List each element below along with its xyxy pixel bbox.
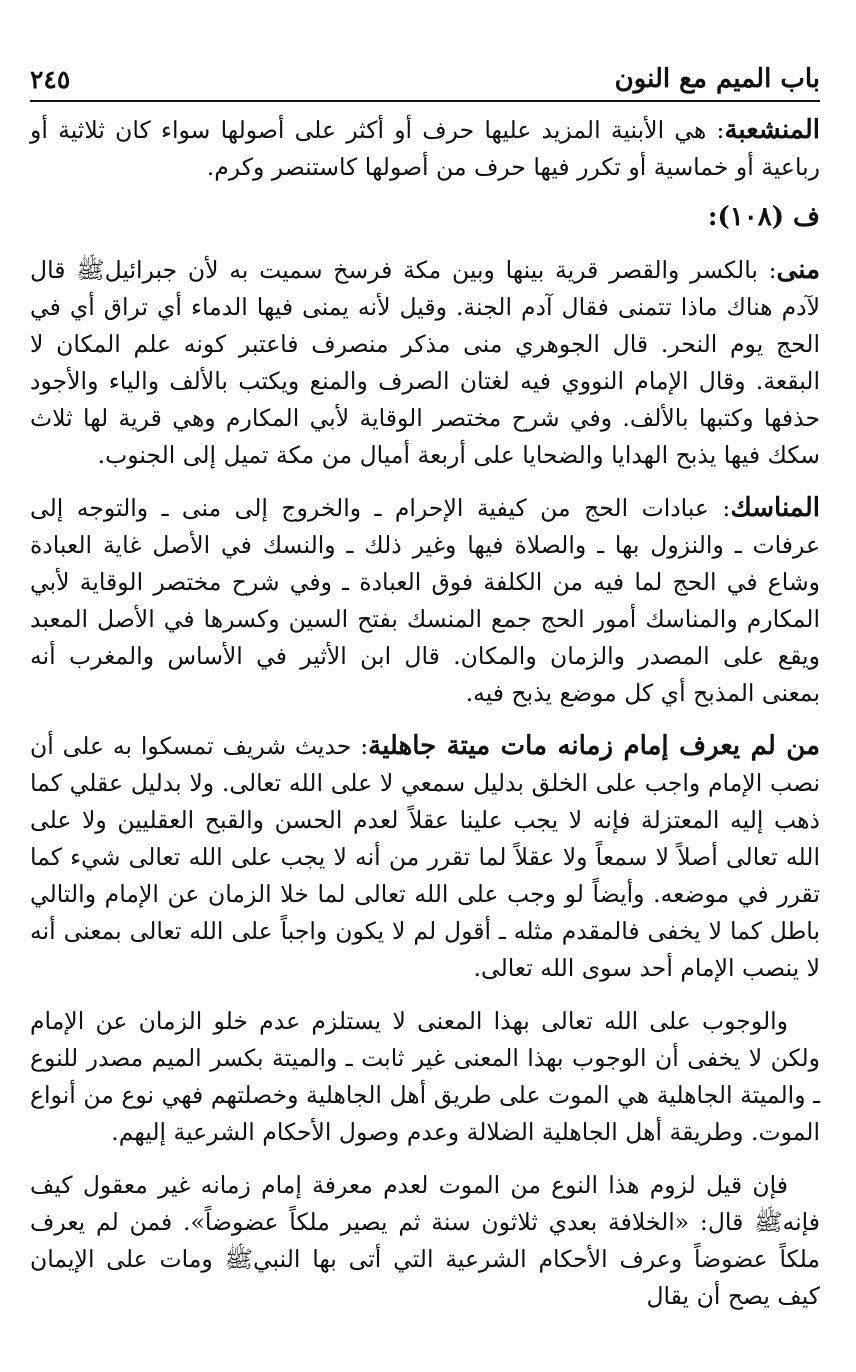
section-heading: ف (١٠٨): [707,202,820,232]
entry-term: المنشعبة [724,115,820,145]
page-body [30,112,820,1331]
paragraph-khilafa: فإن قيل لزوم هذا النوع من الموت لعدم معرفة إمام زمانه غير معقول كيف فإنهﷺ قال: «الخلافة بعدي ثلاثون سنة ثم يصير ملكاً عضوضاً». فمن لم يعرف ملكاً عضوضاً وعرف الأحكام الشرعية التي أتى بها النبيﷺ ومات على الإيمان كيف يصح أن يقال [30,1171,820,1310]
entry-term: المناسك [730,493,820,523]
entry-hadith [30,728,820,987]
entry-term: من لم يعرف إمام زمانه مات ميتة جاهلية [368,731,820,761]
page-number: ٢٤٥ [30,65,71,94]
page-header [30,56,820,102]
entry-manasik [30,490,820,712]
entry-text: : هي الأبنية المزيد عليها حرف أو أكثر على أصولها سواء كان ثلاثية أو رباعية أو خماسية أو تكرر فيها حرف من أصولها كاستنصر وكرم. [30,116,820,181]
entry-mina [30,252,820,474]
entry-munshaiba [30,112,820,186]
paragraph-wujub: والوجوب على الله تعالى بهذا المعنى لا يستلزم عدم خلو الزمان عن الإمام ولكن لا يخفى أن الوجوب بهذا المعنى غير ثابت ـ والميتة بكسر الميم مصدر للنوع ـ والميتة الجاهلية هي الموت على طريق أهل الجاهلية وخصلتهم فهي نوع من أنواع الموت. وطريقة أهل الجاهلية الضلالة وعدم وصول الأحكام الشرعية إليهم. [30,1007,820,1146]
entry-term: منى [776,255,820,285]
entry-text: : عبادات الحج من كيفية الإحرام ـ والخروج إلى منى ـ والتوجه إلى عرفات ـ والنزول بها ـ والصلاة فيها وغير ذلك ـ والنسك في الأصل غاية العبادة وشاع في الحج لما فيه من الكلفة فوق العبادة ـ وفي شرح مختصر الوقاية لأبي المكارم والمناسك أمور الحج جمع المنسك بفتح السين وكسرها في الأصل المعبد ويقع على المصدر والزمان والمكان. قال ابن الأثير في الأساس والمغرب أنه بمعنى المذبح أي كل موضع يذبح فيه. [30,494,820,707]
entry-text: : حديث شريف تمسكوا به على أن نصب الإمام واجب على الخلق بدليل سمعي لا على الله تعالى. ولا بدليل عقلي كما ذهب إليه المعتزلة فإنه لا يجب علينا عقلاً لعدم الحسن والقبح العقليين ولا على الله تعالى أصلاً لا سمعاً ولا عقلاً لما تقرر من أنه لا يجب على الله تعالى شيء كما تقرر في موضعه. وأيضاً لو وجب على الله تعالى لما خلا الزمان عن الإمام والتالي باطل كما لا يخفى فالمقدم مثله ـ أقول لم لا يكون واجباً على الله تعالى بمعنى أنه لا ينصب الإمام أحد سوى الله تعالى. [30,732,820,982]
entry-text: : بالكسر والقصر قرية بينها وبين مكة فرسخ سميت به لأن جبرائيلﷺ قال لآدم هناك ماذا تتمنى فقال آدم الجنة. وقيل لأنه يمنى فيها الدماء أي تراق أي في الحج يوم النحر. قال الجوهري منى مذكر منصرف فاعتبر كونه علم المكان لا البقعة. وقال الإمام النووي فيه لغتان الصرف والمنع ويكتب بالألف والياء والأجود حذفها وكتبها بالألف. وفي شرح مختصر الوقاية لأبي المكارم وهي قرية لها ثلاث سكك فيها يذبح الهدايا والضحايا على أربعة أميال من مكة تميل إلى الجنوب. [30,256,820,469]
chapter-title: باب الميم مع النون [614,64,820,94]
